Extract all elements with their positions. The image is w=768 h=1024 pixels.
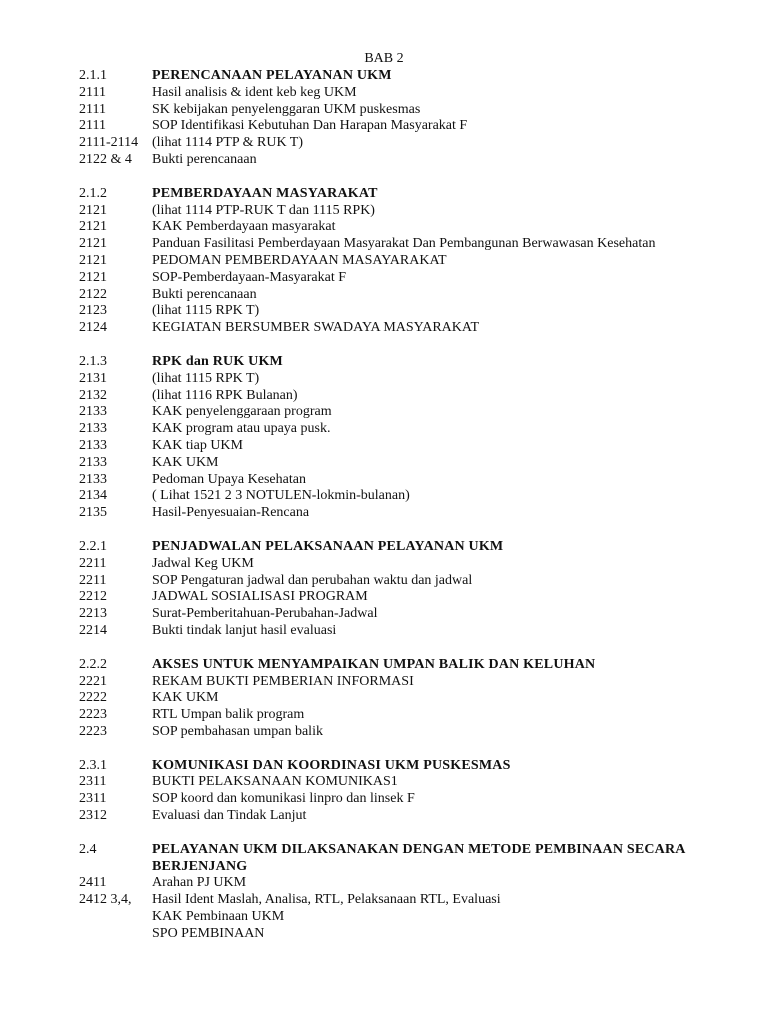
list-item	[79, 556, 719, 573]
item-text: RTL Umpan balik program	[152, 707, 305, 723]
item-code: 2122	[79, 286, 107, 302]
item-code: 2213	[79, 606, 107, 622]
list-item	[79, 253, 719, 270]
section-heading: PERENCANAAN PELAYANAN UKM	[152, 68, 392, 83]
item-code: 2123	[79, 303, 107, 319]
item-text: Jadwal Keg UKM	[152, 555, 254, 571]
item-code: 2133	[79, 404, 107, 420]
list-item	[79, 926, 719, 943]
item-code: 2124	[79, 320, 107, 336]
item-code: 2132	[79, 387, 107, 403]
item-text: KAK penyelenggaraan program	[152, 404, 332, 420]
item-code: 2222	[79, 690, 107, 706]
list-item	[79, 488, 719, 505]
item-text: KAK UKM	[152, 454, 219, 470]
item-text: JADWAL SOSIALISASI PROGRAM	[152, 589, 368, 605]
item-text: KAK Pemberdayaan masyarakat	[152, 219, 336, 235]
item-text: SOP pembahasan umpan balik	[152, 723, 323, 739]
list-item	[79, 707, 719, 724]
item-text: KEGIATAN BERSUMBER SWADAYA MASYARAKAT	[152, 320, 480, 336]
item-code: 2312	[79, 808, 107, 824]
list-item	[79, 371, 719, 388]
section-heading: PELAYANAN UKM DILAKSANAKAN DENGAN METODE PEMBINAAN SECARA BERJENJANG	[152, 841, 685, 874]
item-code: 2111	[79, 84, 106, 100]
item-code: 2121	[79, 236, 107, 252]
item-text: SPO PEMBINAAN	[152, 925, 265, 941]
list-item	[79, 438, 719, 455]
list-item	[79, 421, 719, 438]
list-item	[79, 505, 719, 522]
item-code: 2111-2114	[79, 135, 139, 151]
list-item	[79, 102, 719, 119]
item-code: 2311	[79, 774, 107, 790]
section-code: 2.2.2	[79, 656, 107, 672]
item-text: KAK UKM	[152, 690, 219, 706]
list-item	[79, 152, 719, 169]
list-item	[79, 388, 719, 405]
list-item	[79, 219, 719, 236]
item-code: 2221	[79, 673, 107, 689]
item-text: ( Lihat 1521 2 3 NOTULEN-lokmin-bulanan)	[152, 488, 410, 504]
item-text: (lihat 1115 RPK T)	[152, 303, 260, 319]
item-text: SOP Pengaturan jadwal dan perubahan waktu dan jadwal	[152, 572, 473, 588]
section-heading-row	[79, 842, 719, 876]
item-text: PEDOMAN PEMBERDAYAAN MASAYARAKAT	[152, 252, 447, 268]
list-item	[79, 606, 719, 623]
item-code: 2121	[79, 202, 107, 218]
list-item	[79, 472, 719, 489]
list-item	[79, 623, 719, 640]
item-code: 2133	[79, 454, 107, 470]
item-code: 2111	[79, 118, 106, 134]
item-code: 2122 & 4	[79, 151, 132, 167]
item-text: Bukti perencanaan	[152, 286, 257, 302]
item-code: 2133	[79, 421, 107, 437]
list-item	[79, 455, 719, 472]
item-code: 2121	[79, 269, 107, 285]
list-item	[79, 236, 719, 253]
section-code: 2.2.1	[79, 538, 107, 554]
section	[79, 842, 719, 943]
section-code: 2.3.1	[79, 757, 107, 773]
section-code: 2.1.3	[79, 353, 107, 369]
section-heading: PENJADWALAN PELAKSANAAN PELAYANAN UKM	[152, 538, 504, 554]
section	[79, 186, 719, 337]
item-text: SOP-Pemberdayaan-Masyarakat F	[152, 269, 347, 285]
item-code: 2412 3,4,	[79, 892, 132, 908]
item-text: SOP koord dan komunikasi linpro dan linsek F	[152, 791, 415, 807]
list-item	[79, 118, 719, 135]
list-item	[79, 909, 719, 926]
document-body	[79, 68, 719, 960]
item-text: BUKTI PELAKSANAAN KOMUNIKAS1	[152, 774, 398, 790]
list-item	[79, 875, 719, 892]
section-heading-row	[79, 657, 719, 674]
item-text: (lihat 1114 PTP-RUK T dan 1115 RPK)	[152, 202, 375, 218]
section-heading-row	[79, 68, 719, 85]
section	[79, 68, 719, 169]
item-text: Panduan Fasilitasi Pemberdayaan Masyarakat Dan Pembangunan Berwawasan Kesehatan	[152, 236, 656, 252]
document-title: BAB 2	[364, 51, 404, 66]
item-code: 2211	[79, 555, 107, 571]
item-text: (lihat 1115 RPK T)	[152, 370, 260, 386]
section-code: 2.1.1	[79, 68, 107, 83]
section-code: 2.1.2	[79, 185, 107, 201]
item-text: (lihat 1114 PTP & RUK T)	[152, 135, 304, 151]
list-item	[79, 203, 719, 220]
item-code: 2211	[79, 572, 107, 588]
section	[79, 354, 719, 522]
list-item	[79, 303, 719, 320]
item-code: 2121	[79, 252, 107, 268]
item-text: SOP Identifikasi Kebutuhan Dan Harapan Masyarakat F	[152, 118, 468, 134]
item-text: KAK tiap UKM	[152, 437, 243, 453]
item-text: Evaluasi dan Tindak Lanjut	[152, 808, 307, 824]
section	[79, 657, 719, 741]
item-text: Bukti perencanaan	[152, 151, 257, 167]
item-code: 2131	[79, 370, 107, 386]
section-heading-row	[79, 186, 719, 203]
item-code: 2135	[79, 505, 107, 521]
item-code: 2311	[79, 791, 107, 807]
item-code: 2411	[79, 875, 107, 891]
item-text: Hasil analisis & ident keb keg UKM	[152, 84, 357, 100]
item-text: REKAM BUKTI PEMBERIAN INFORMASI	[152, 673, 414, 689]
list-item	[79, 690, 719, 707]
item-code	[79, 926, 152, 943]
section	[79, 758, 719, 825]
section-code: 2.4	[79, 841, 97, 857]
list-item	[79, 270, 719, 287]
list-item	[79, 774, 719, 791]
list-item	[79, 724, 719, 741]
item-code: 2134	[79, 488, 107, 504]
item-code	[79, 909, 152, 926]
list-item	[79, 892, 719, 909]
list-item	[79, 404, 719, 421]
item-code: 2214	[79, 622, 107, 638]
item-text: Arahan PJ UKM	[152, 875, 247, 891]
list-item	[79, 135, 719, 152]
list-item	[79, 320, 719, 337]
list-item	[79, 85, 719, 102]
item-code: 2223	[79, 723, 107, 739]
section-heading-row	[79, 758, 719, 775]
item-code: 2223	[79, 707, 107, 723]
section-heading-row	[79, 539, 719, 556]
item-text: Pedoman Upaya Kesehatan	[152, 471, 306, 487]
list-item	[79, 674, 719, 691]
section-heading: RPK dan RUK UKM	[152, 353, 283, 369]
item-text: Bukti tindak lanjut hasil evaluasi	[152, 622, 337, 638]
list-item	[79, 287, 719, 304]
item-text: (lihat 1116 RPK Bulanan)	[152, 387, 298, 403]
list-item	[79, 589, 719, 606]
list-item	[79, 791, 719, 808]
item-text: Hasil Ident Maslah, Analisa, RTL, Pelaksanaan RTL, Evaluasi	[152, 892, 501, 908]
section	[79, 539, 719, 640]
item-text: Hasil-Penyesuaian-Rencana	[152, 505, 310, 521]
list-item	[79, 573, 719, 590]
section-heading-row	[79, 354, 719, 371]
item-code: 2212	[79, 589, 107, 605]
list-item	[79, 808, 719, 825]
section-heading: KOMUNIKASI DAN KOORDINASI UKM PUSKESMAS	[152, 757, 511, 773]
item-text: Surat-Pemberitahuan-Perubahan-Jadwal	[152, 606, 378, 622]
section-heading: PEMBERDAYAAN MASYARAKAT	[152, 185, 378, 201]
item-text: KAK program atau upaya pusk.	[152, 421, 331, 437]
item-code: 2133	[79, 471, 107, 487]
section-heading: AKSES UNTUK MENYAMPAIKAN UMPAN BALIK DAN KELUHAN	[152, 656, 596, 672]
item-code: 2111	[79, 101, 106, 117]
item-code: 2133	[79, 437, 107, 453]
item-text: KAK Pembinaan UKM	[152, 909, 285, 925]
item-text: SK kebijakan penyelenggaran UKM puskesmas	[152, 101, 421, 117]
item-code: 2121	[79, 219, 107, 235]
